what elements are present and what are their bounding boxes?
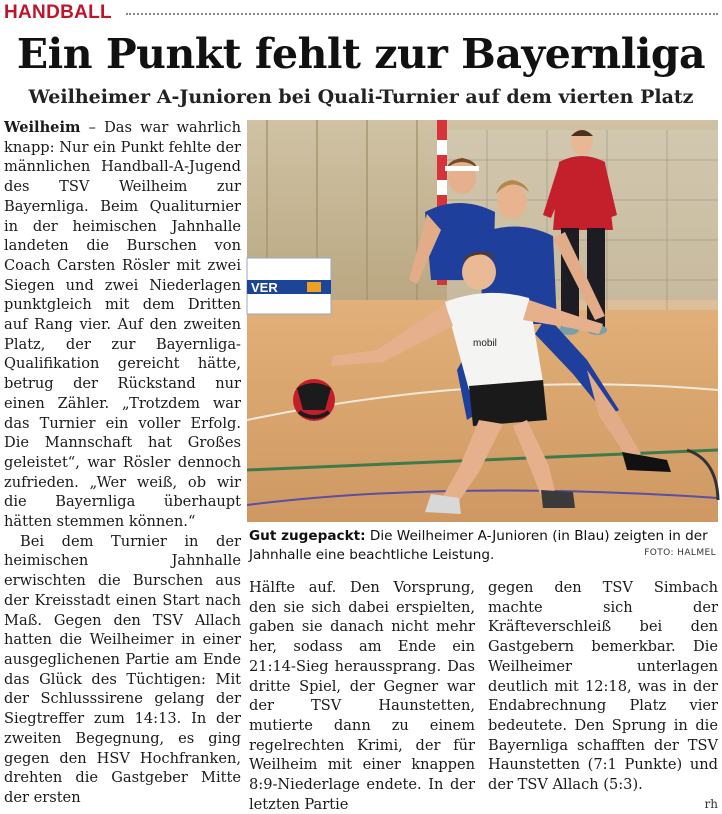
caption-text: Die Weilheimer A-Junioren (in Blau) zeigten in der Jahnhalle eine beachtliche Leistung.	[249, 528, 708, 563]
section-label: HANDBALL	[4, 2, 112, 23]
svg-text:mobil: mobil	[473, 338, 497, 349]
handball-ball	[293, 379, 335, 421]
section-kicker	[4, 2, 718, 26]
headline: Ein Punkt fehlt zur Bayernliga	[16, 30, 706, 78]
author-initials: rh	[704, 796, 718, 811]
sponsor-banner	[247, 258, 331, 314]
handball-scene-illustration	[247, 120, 718, 522]
article-photo	[247, 120, 718, 522]
black-shorts	[469, 380, 547, 426]
subheadline: Weilheimer A-Junioren bei Quali-Turnier auf dem vierten Platz	[28, 86, 694, 108]
dateline: Weilheim	[4, 119, 81, 136]
lead-paragraph	[4, 118, 241, 532]
body-paragraph: Bei dem Turnier in der heimischen Jahnhalle erwischten die Burschen aus der Kreisstadt einen Start nach Maß. Gegen den TSV Allach hatten die Weilheimer in einer ausgeglichenen Partie am Ende das Glück des Tüchtigen: Mit der Schlusssirene gelang der Siegtreffer zum 14:13. In der zweiten Begegnung, es ging gegen den HSV Hochfranken, drehten die Gastgeber Mitte der ersten	[4, 532, 241, 806]
article-column-2	[249, 578, 475, 814]
body-paragraph-end: gegen den TSV Simbach machte sich der Kräfteverschleiß bei den Gastgebern bemerkbar. Die Weilheimer unterlagen deutlich mit 12:18, was in der Endabrechnung Platz vier bedeutete. Den Sprung in die Bayernliga schafften der TSV Haunstetten (7:1 Punkte) und der TSV Allach (5:3).	[488, 579, 718, 794]
lead-text: – Das war wahrlich knapp: Nur ein Punkt fehlte der männlichen Handball-A-Jugend des TSV Weilheim zur Bayernliga. Beim Qualiturnier in der heimischen Jahnhalle landeten die Burschen von Coach Carsten Rösler mit zwei Siegen und zwei Niederlagen punktgleich mit dem Dritten auf Rang vier. Auf den zweiten Platz, der zur Bayernliga-Qualifikation gereicht hätte, betrug der Rückstand nur einen Zähler. „Trotzdem war das Turnier ein voller Erfolg. Die Mannschaft hat Großes geleistet“, war Rösler dennoch zufrieden. „Wer weiß, ob wir die Bayernliga überhaupt hätten stemmen können.“	[4, 119, 241, 531]
article-column-3	[488, 578, 718, 814]
article-column-1	[4, 118, 241, 808]
photo-credit: FOTO: HALMEL	[644, 548, 716, 558]
caption-lead: Gut zugepackt:	[249, 528, 366, 544]
banner-text: VER	[251, 280, 278, 295]
photo-caption	[249, 527, 718, 565]
dotted-rule	[126, 13, 718, 15]
body-paragraph-continued: Hälfte auf. Den Vorsprung, den sie sich dabei erspielten, gaben sie danach nicht mehr her, sodass am Ende ein 21:14-Sieg heraussprang. Das dritte Spiel, der Gegner war der TSV Haunstetten, mutierte dann zu einem regelrechten Krimi, der für Weilheim mit einer knappen 8:9-Niederlage endete. In der letzten Partie	[249, 579, 475, 813]
